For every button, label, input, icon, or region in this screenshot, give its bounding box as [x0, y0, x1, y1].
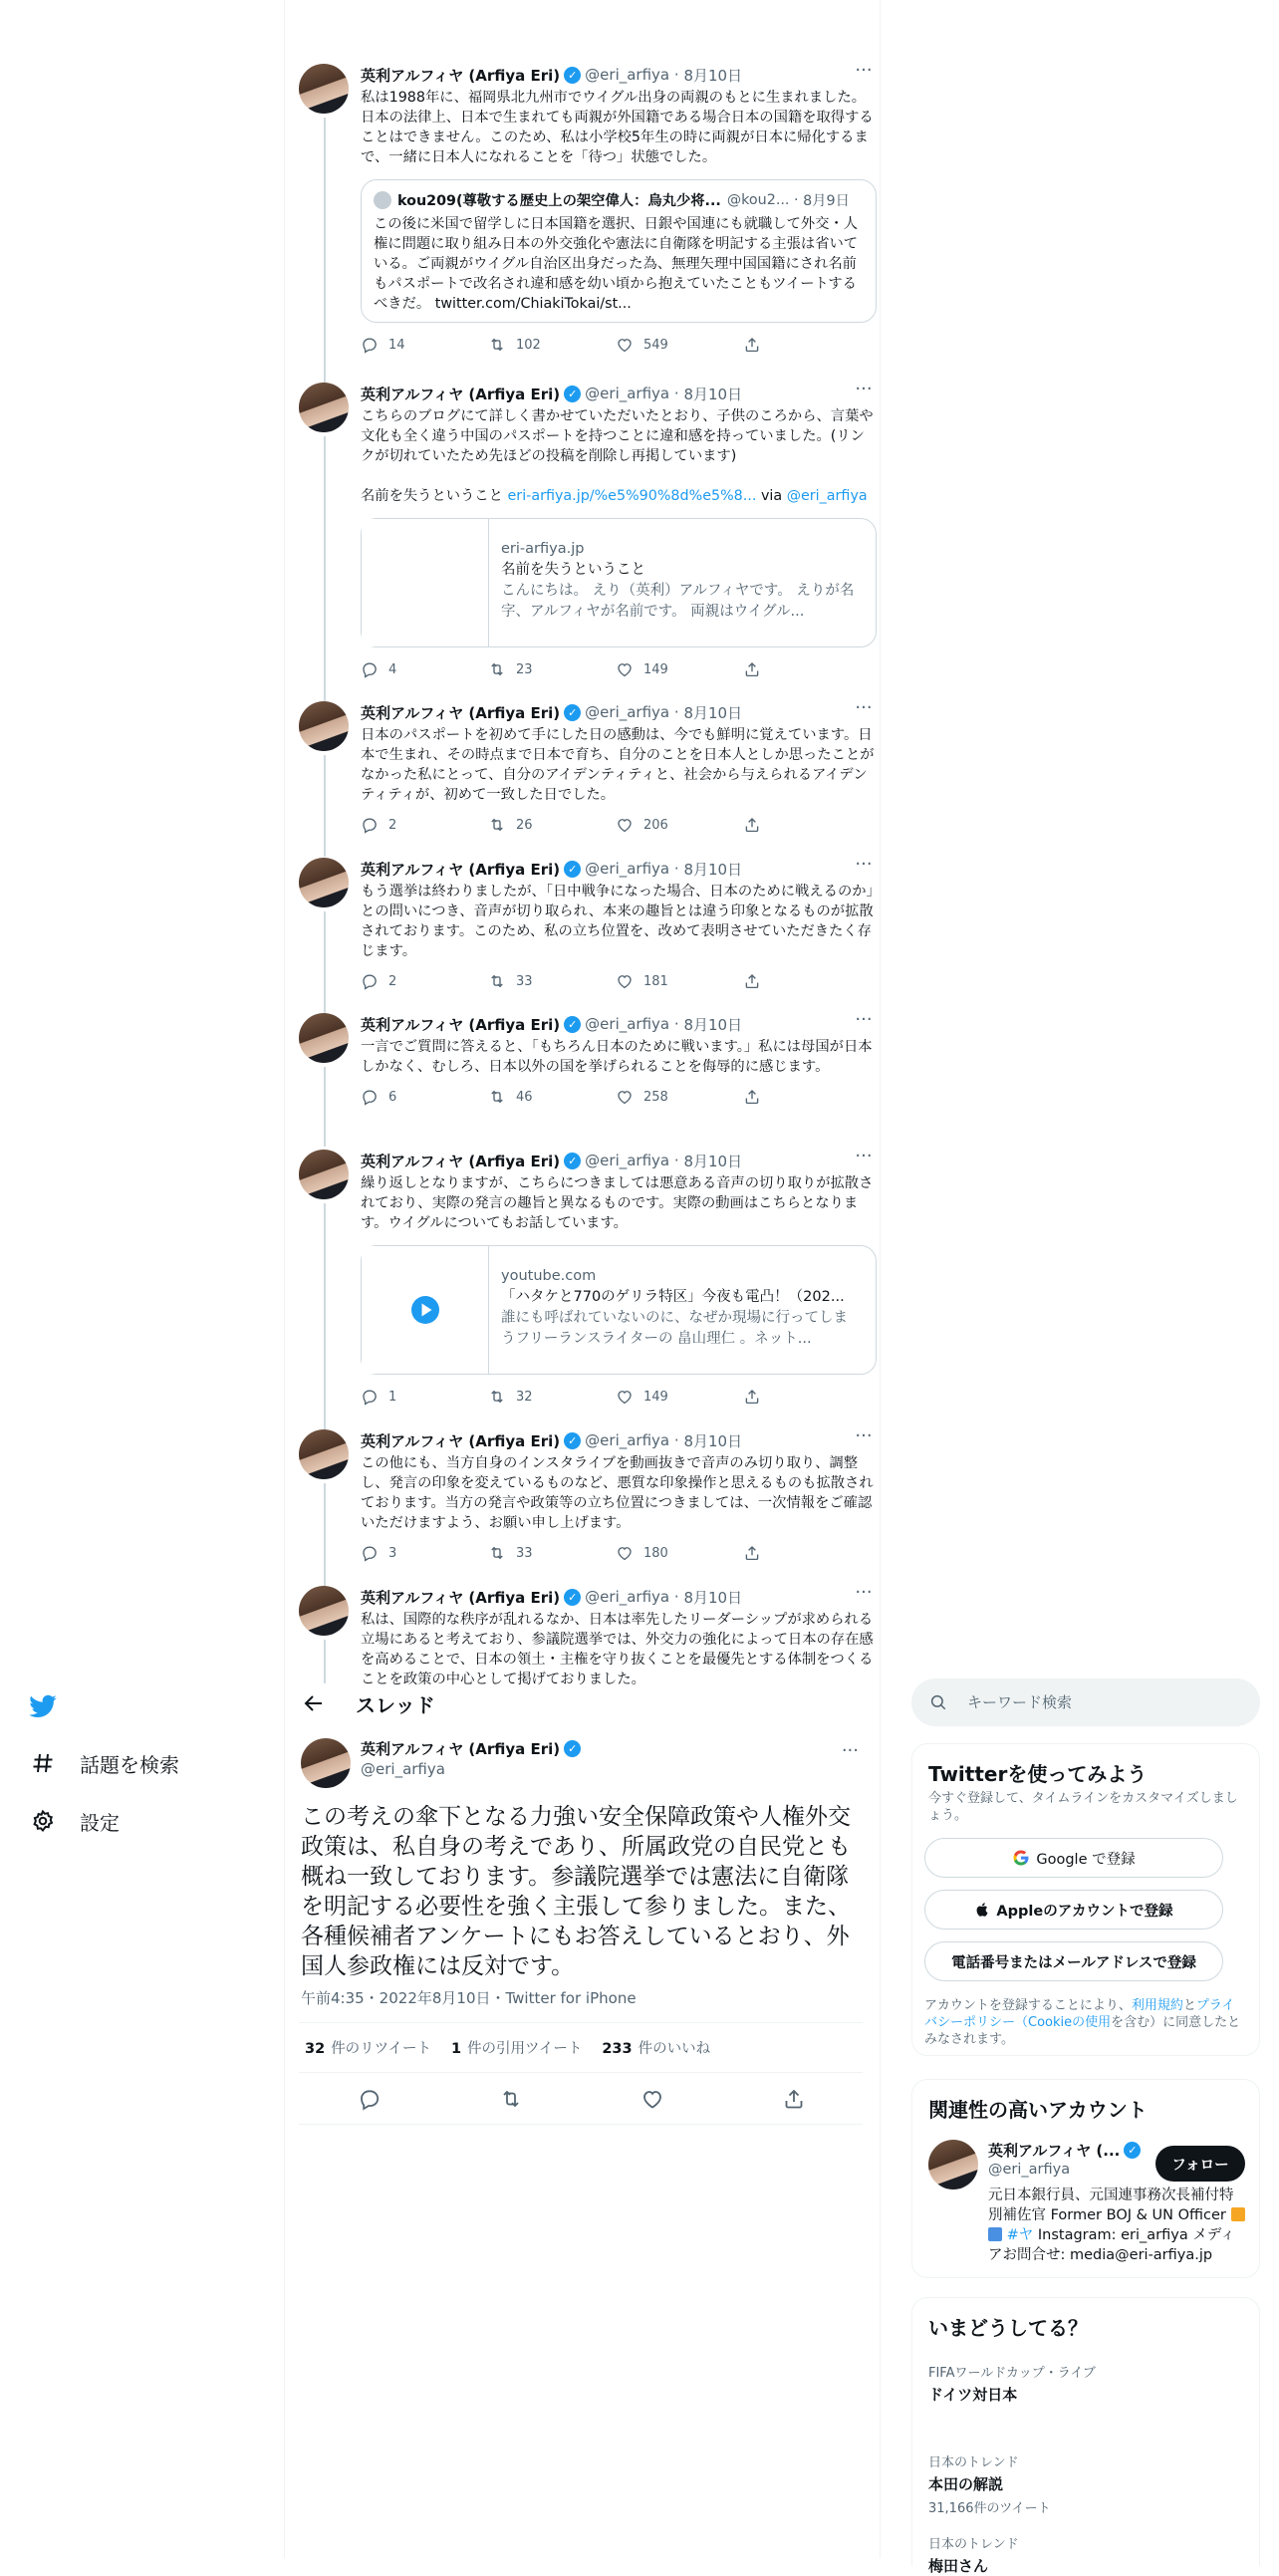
divider: [299, 2022, 863, 2023]
heart-icon: [616, 1544, 634, 1562]
trends-title: いまどうしてる？: [928, 2316, 1088, 2340]
share-icon: [743, 660, 761, 678]
reply-button[interactable]: [361, 1388, 488, 1406]
tweet-header: 英利アルフィヤ (Arfiya Eri) ✓ @eri_arfiya · 8月10日: [361, 1152, 743, 1170]
nav-settings-label: 設定: [80, 1810, 120, 1835]
tweet-actions: [361, 1385, 877, 1409]
tweet-header: 英利アルフィヤ (Arfiya Eri) ✓ @eri_arfiya · 8月10日: [361, 1015, 743, 1034]
quotes-count: 1: [450, 2041, 462, 2057]
link-card[interactable]: [361, 518, 877, 647]
trend-context: 日本のトレンド: [928, 2455, 1019, 2470]
thread-tweet[interactable]: [299, 1146, 877, 1428]
like-count: 149: [643, 1389, 668, 1405]
retweet-icon: [488, 1388, 506, 1406]
like-count: 180: [643, 1545, 668, 1561]
apple-signup-label: Appleのアカウントで登録: [996, 1903, 1173, 1920]
tweet-text: こちらのブログにて詳しく書かせていただいたとおり、子供のころから、言葉や文化も全く違う中国のパスポートを持つことに違和感を持っていました。(リンクが切れていたため先ほどの投稿を削除し再掲しています): [361, 408, 874, 464]
link-card-description: こんにちは。 えり（英利）アルフィヤです。 えりが名字、アルフィヤが名前です。 両親はウイグル...: [501, 583, 855, 620]
avatar[interactable]: [299, 64, 349, 114]
related-bio: [988, 2186, 1247, 2265]
author-name[interactable]: 英利アルフィヤ (Arfiya Eri): [361, 1431, 561, 1450]
reply-button[interactable]: [361, 972, 488, 990]
share-icon: [743, 816, 761, 834]
legal-notice: [924, 1997, 1243, 2048]
verified-badge-icon: ✓: [564, 67, 581, 84]
verified-badge-icon: ✓: [564, 704, 581, 721]
like-count: 549: [643, 337, 668, 353]
column-divider-right: [880, 0, 881, 2558]
share-button[interactable]: [743, 1088, 771, 1106]
trend-name: 本田の解説: [928, 2475, 1004, 2493]
via-text: via: [756, 488, 787, 504]
share-button[interactable]: [743, 816, 771, 834]
tweet-text: もう選挙は終わりましたが、「日中戦争になった場合、日本のために戦えるのか」との問いにつき、音声が切り取られ、本来の趣旨とは違う印象となるものが拡散されております。このため、私の立ち位置を、改めて表明させていただきたく存じます。: [361, 884, 874, 959]
reply-button[interactable]: [361, 336, 488, 354]
thread-header: [284, 1683, 880, 1723]
retweet-button[interactable]: [488, 1388, 616, 1406]
author-handle[interactable]: @eri_arfiya: [361, 1760, 445, 1778]
thread-tweet[interactable]: [299, 1425, 877, 1579]
cookie-link[interactable]: （Cookieの使用: [1015, 2015, 1112, 2030]
tweet-actions: [361, 333, 877, 357]
share-button[interactable]: [743, 1388, 771, 1406]
reply-count: 14: [388, 337, 405, 353]
link-card-title: 「ハタケと770のゲリラ特区」今夜も電凸！（202...: [501, 1289, 845, 1305]
trend-count: 31,166件のツイート: [928, 2501, 1051, 2516]
thread-tweet[interactable]: [299, 379, 877, 681]
tweet-date[interactable]: 8月10日: [683, 66, 743, 85]
legal-text: と: [1182, 1998, 1196, 2013]
retweet-button[interactable]: [488, 816, 616, 834]
tweet-stats: [305, 2037, 730, 2058]
quote-text: この後に米国で留学しに日本国籍を選択、日銀や国連にも就職して外交・人権に問題に取り組み日本の外交強化や憲法に自衛隊を明記する主張は省いている。ご両親がウイグル自治区出身だった為、無理矢理中国国籍にされ名前もパスポートで改名され違和感を幼い頃から抱えていたこともツイートするべきだ。 twitter.com/ChiakiTokai/st...: [374, 216, 859, 312]
quote-date: 8月9日: [803, 193, 850, 209]
tweet-actions: [361, 1541, 877, 1565]
retweet-icon: [488, 816, 506, 834]
reply-icon: [361, 1088, 379, 1106]
heart-icon: [616, 1088, 634, 1106]
trends-panel: [911, 2297, 1260, 2575]
share-icon: [743, 972, 761, 990]
reply-button[interactable]: [361, 1088, 488, 1106]
avatar[interactable]: [928, 2140, 978, 2190]
related-title: 関連性の高いアカウント: [928, 2098, 1148, 2122]
verified-badge-icon: ✓: [564, 861, 581, 878]
more-options-icon[interactable]: ···: [855, 1009, 873, 1030]
trend-name: ドイツ対日本: [928, 2386, 1018, 2404]
tweet-header: 英利アルフィヤ (Arfiya Eri) ✓ @eri_arfiya · 8月10日: [361, 703, 743, 722]
reply-count: 2: [388, 817, 397, 833]
author-name[interactable]: 英利アルフィヤ (Arfiya Eri): [361, 1015, 561, 1034]
share-icon: [743, 1388, 761, 1406]
search-box[interactable]: [911, 1678, 1260, 1726]
thread-tweet[interactable]: [299, 697, 877, 851]
nav-explore-label: 話題を検索: [80, 1752, 179, 1777]
thread-tweet[interactable]: [299, 1582, 877, 1687]
tweet-text: 一言でご質問に答えると、「もちろん日本のために戦います。」私には母国が日本しかなく、むしろ、日本以外の国を挙げられることを侮辱的に感じます。: [361, 1039, 873, 1075]
thread-tweet[interactable]: [299, 854, 877, 1007]
tweet-date[interactable]: 8月10日: [683, 860, 743, 879]
retweets-label: 件のリツイート: [331, 2041, 431, 2057]
avatar[interactable]: [299, 858, 349, 907]
focused-tweet-actions: [299, 2087, 865, 2111]
google-icon: [1012, 1849, 1030, 1867]
focused-tweet-text: この考えの傘下となる力強い安全保障政策や人権外交政策は、私自身の考えであり、所属政党の自民党とも概ね一致しております。参議院選挙では憲法に自衛隊を明記する必要性を強く主張して参りました。また、各種候補者アンケートにもお答えしているとおり、外国人参政権には反対です。: [301, 1804, 851, 1979]
tweet-text: 私は1988年に、福岡県北九州市でウイグル出身の両親のもとに生まれました。日本の法律上、日本で生まれても両親が外国籍である場合日本の国籍を取得することはできません。このため、私は小学校5年生の時に両親が日本に帰化するまで、一緒に日本人になれることを「待つ」状態でした。: [361, 90, 874, 165]
tweet-date[interactable]: 8月10日: [683, 385, 743, 403]
more-options-icon[interactable]: ···: [855, 697, 873, 718]
flag-emoji-icon: [988, 2227, 1002, 2241]
quote-tweet-card[interactable]: kou209(尊敬する歴史上の架空偉人：烏丸少将... @kou2... · 8月9日 この後に米国で留学しに日本国籍を選択、日銀や国連にも就職して外交・人権に問題に取り組み日本の外交強化や憲法に自衛隊を明記する主張は省いている。ご両親がウイグル自治区出身だった為、無理矢理中国国籍にされ名前もパスポートで改名され違和感を幼い頃から抱えていたこともツイートするべきだ。 twitter.com/ChiakiTokai/st...: [361, 179, 877, 323]
share-icon: [743, 1544, 761, 1562]
retweet-icon[interactable]: [499, 2087, 523, 2111]
tweet-text: この他にも、当方自身のインスタライブを動画抜きで音声のみ切り取り、調整し、発言の印象を変えているものなど、悪質な印象操作と思えるものも拡散されております。当方の発言や政策等の立ち位置につきましては、一次情報をご確認いただけますよう、お願い申し上げます。: [361, 1455, 874, 1531]
verified-badge-icon: ✓: [1124, 2142, 1141, 2159]
signup-subtitle: 今すぐ登録して、タイムラインをカスタマイズしましょう。: [928, 1791, 1238, 1823]
retweet-count: 46: [516, 1089, 533, 1105]
follow-label: フォロー: [1171, 2157, 1229, 2174]
like-count: 206: [643, 817, 668, 833]
like-button[interactable]: [616, 972, 743, 990]
related-accounts-panel: [911, 2079, 1260, 2278]
author-name[interactable]: 英利アルフィヤ (Arfiya Eri): [361, 1740, 561, 1758]
more-options-icon[interactable]: ···: [841, 1740, 859, 1761]
tweet-text: 私は、国際的な秩序が乱れるなか、日本は率先したリーダーシップが求められる立場にあると考えており、参議院選挙では、外交力の強化によって日本の存在感を高めることで、日本の領土・主権を守り抜くことを最優先とする体制をつくることを政策の中心として掲げておりました。: [361, 1612, 874, 1687]
reply-count: 4: [388, 661, 397, 677]
share-icon[interactable]: [782, 2087, 806, 2111]
author-handle[interactable]: @eri_arfiya: [585, 703, 670, 721]
hashtag-icon: [28, 1748, 58, 1778]
retweet-button[interactable]: [488, 336, 616, 354]
more-options-icon[interactable]: ···: [855, 60, 873, 81]
like-button[interactable]: [616, 1388, 743, 1406]
link-card-title: 名前を失うということ: [501, 562, 645, 578]
link-card-domain: youtube.com: [501, 1268, 597, 1284]
tweet-header: 英利アルフィヤ (Arfiya Eri) ✓ @eri_arfiya · 8月10日: [361, 1588, 743, 1607]
heart-icon[interactable]: [640, 2087, 664, 2111]
author-handle[interactable]: @eri_arfiya: [585, 860, 670, 878]
heart-icon: [616, 336, 634, 354]
heart-icon: [616, 816, 634, 834]
reply-icon: [361, 972, 379, 990]
link-prefix: 名前を失うということ: [361, 488, 503, 504]
avatar[interactable]: [299, 1586, 349, 1636]
author-name[interactable]: 英利アルフィヤ (Arfiya Eri): [361, 860, 561, 879]
retweet-count: 33: [516, 1545, 533, 1561]
tweet-header: 英利アルフィヤ (Arfiya Eri) ✓ @eri_arfiya · 8月10日: [361, 66, 743, 85]
heart-icon: [616, 972, 634, 990]
tweet-actions: [361, 969, 877, 993]
likes-stat[interactable]: [602, 2037, 710, 2058]
tweet-text: 日本のパスポートを初めて手にした日の感動は、今でも鮮明に覚えています。日本で生まれ、その時点まで日本で育ち、自分のことを日本人としか思ったことがなかった私にとって、自分のアイデンティティと、社会から与えられるアイデンティティが、初めて一致した日でした。: [361, 727, 875, 803]
verified-badge-icon: ✓: [564, 1432, 581, 1449]
search-icon: [929, 1693, 947, 1711]
trend-item[interactable]: [928, 2362, 1243, 2405]
retweet-count: 102: [516, 337, 541, 353]
like-button[interactable]: [616, 1088, 743, 1106]
legal-text: アカウントを登録することにより、: [924, 1998, 1132, 2013]
retweet-count: 26: [516, 817, 533, 833]
retweet-icon: [488, 1088, 506, 1106]
reply-icon[interactable]: [358, 2087, 382, 2111]
tweet-date[interactable]: 8月10日: [683, 1588, 743, 1607]
related-name[interactable]: 英利アルフィヤ (...: [988, 2142, 1121, 2160]
quote-avatar: [374, 191, 391, 209]
reply-count: 1: [388, 1389, 397, 1405]
retweet-icon: [488, 1544, 506, 1562]
youtube-link-card[interactable]: [361, 1245, 877, 1375]
share-button[interactable]: [743, 660, 771, 678]
quotes-stat[interactable]: [451, 2037, 582, 2058]
flag-emoji-icon: [1231, 2207, 1245, 2221]
retweet-count: 23: [516, 661, 533, 677]
reply-count: 6: [388, 1089, 397, 1105]
google-signup-label: Google で登録: [1036, 1851, 1136, 1868]
retweet-count: 33: [516, 973, 533, 989]
mention-link[interactable]: @eri_arfiya: [786, 488, 868, 504]
retweet-button[interactable]: [488, 972, 616, 990]
author-handle[interactable]: @eri_arfiya: [585, 385, 670, 402]
more-options-icon[interactable]: ···: [855, 379, 873, 399]
thread-tweet[interactable]: [299, 60, 877, 363]
tweet-date[interactable]: 8月10日: [683, 1431, 743, 1450]
play-icon[interactable]: [410, 1295, 440, 1325]
link-card-thumbnail: [362, 519, 489, 646]
nav-explore[interactable]: [28, 1743, 179, 1783]
tweet-actions: [361, 657, 877, 681]
twitter-bird-icon[interactable]: [28, 1691, 68, 1731]
author-handle[interactable]: @eri_arfiya: [585, 1588, 670, 1606]
trend-context: FIFAワールドカップ・ライブ: [928, 2366, 1096, 2381]
author-name[interactable]: 英利アルフィヤ (Arfiya Eri): [361, 1152, 561, 1170]
trend-item[interactable]: [928, 2451, 1243, 2516]
reply-icon: [361, 1388, 379, 1406]
column-divider-left: [284, 0, 285, 2558]
page-title: スレッド: [356, 1692, 435, 1717]
retweet-button[interactable]: [488, 660, 616, 678]
verified-badge-icon: ✓: [564, 1740, 581, 1757]
more-options-icon[interactable]: ···: [855, 1582, 873, 1603]
author-name-row[interactable]: [361, 1738, 585, 1759]
likes-label: 件のいいね: [638, 2041, 711, 2057]
reply-button[interactable]: [361, 660, 488, 678]
like-button[interactable]: [616, 1544, 743, 1562]
tweet-timestamp[interactable]: 午前4:35・2022年8月10日・Twitter for iPhone: [301, 1989, 637, 2007]
verified-badge-icon: ✓: [564, 1153, 581, 1169]
reply-count: 2: [388, 973, 397, 989]
bio-text: Instagram: eri_arfiya メディアお問合せ: media@eri-arfiya.jp: [988, 2227, 1235, 2263]
like-button[interactable]: [616, 660, 743, 678]
avatar[interactable]: [301, 1738, 351, 1788]
avatar[interactable]: [299, 1150, 349, 1199]
retweet-button[interactable]: [488, 1088, 616, 1106]
quotes-label: 件の引用ツイート: [467, 2041, 583, 2057]
avatar[interactable]: [299, 383, 349, 432]
tweet-date[interactable]: 8月10日: [683, 1152, 743, 1170]
author-handle[interactable]: @eri_arfiya: [585, 1152, 670, 1169]
avatar[interactable]: [299, 701, 349, 751]
retweet-button[interactable]: [488, 1544, 616, 1562]
verified-badge-icon: ✓: [564, 1589, 581, 1606]
share-button[interactable]: [743, 1544, 771, 1562]
related-handle[interactable]: @eri_arfiya: [988, 2162, 1071, 2178]
blog-link[interactable]: eri-arfiya.jp/%e5%90%8d%e5%8...: [507, 488, 757, 504]
reply-icon: [361, 336, 379, 354]
link-card-description: 誰にも呼ばれていないのに、なぜか現場に行ってしまうフリーランスライターの 畠山理仁 。ネット...: [501, 1310, 848, 1347]
verified-badge-icon: ✓: [564, 386, 581, 402]
quote-author-handle: @kou2...: [726, 192, 790, 208]
apple-signup-button[interactable]: [924, 1890, 1223, 1930]
tweet-header: 英利アルフィヤ (Arfiya Eri) ✓ @eri_arfiya · 8月10日: [361, 860, 743, 879]
share-button[interactable]: [743, 336, 771, 354]
privacy-link[interactable]: プライバシーポリシー: [924, 1998, 1235, 2030]
author-handle[interactable]: @eri_arfiya: [585, 1431, 670, 1449]
author-name[interactable]: 英利アルフィヤ (Arfiya Eri): [361, 703, 561, 722]
likes-count: 233: [602, 2041, 633, 2057]
link-card-domain: eri-arfiya.jp: [501, 541, 585, 557]
retweet-icon: [488, 972, 506, 990]
retweets-stat[interactable]: [305, 2037, 431, 2058]
avatar[interactable]: [299, 1429, 349, 1479]
nav-settings[interactable]: [28, 1801, 120, 1841]
divider: [299, 2072, 863, 2073]
verified-badge-icon: ✓: [564, 1016, 581, 1033]
like-count: 181: [643, 973, 668, 989]
thread-tweet[interactable]: [299, 1009, 877, 1143]
tweet-header: 英利アルフィヤ (Arfiya Eri) ✓ @eri_arfiya · 8月10日: [361, 385, 743, 403]
phone-email-signup-button[interactable]: [924, 1941, 1223, 1981]
search-input[interactable]: [967, 1693, 1226, 1711]
retweet-icon: [488, 336, 506, 354]
google-signup-button[interactable]: [924, 1838, 1223, 1878]
like-button[interactable]: [616, 816, 743, 834]
related-account-name[interactable]: [988, 2140, 1145, 2161]
tweet-text: 繰り返しとなりますが、こちらにつきましては悪意ある音声の切り取りが拡散されており、実際の発言の趣旨と異なるものです。実際の動画はこちらとなります。ウイグルについてもお話しています。: [361, 1175, 874, 1231]
hashtag-link[interactable]: #ヤ: [1006, 2227, 1034, 2243]
tweet-actions: [361, 1085, 877, 1109]
share-icon: [743, 336, 761, 354]
signup-panel: [911, 1743, 1260, 2056]
more-options-icon[interactable]: ···: [855, 854, 873, 875]
video-thumbnail[interactable]: [362, 1246, 489, 1374]
tweet-header: 英利アルフィヤ (Arfiya Eri) ✓ @eri_arfiya · 8月10日: [361, 1431, 743, 1450]
trend-item[interactable]: [928, 2533, 1243, 2576]
trend-context: 日本のトレンド: [928, 2537, 1019, 2552]
more-options-icon[interactable]: ···: [855, 1425, 873, 1446]
author-name[interactable]: 英利アルフィヤ (Arfiya Eri): [361, 1588, 561, 1607]
author-name[interactable]: 英利アルフィヤ (Arfiya Eri): [361, 385, 561, 403]
more-options-icon[interactable]: ···: [855, 1146, 873, 1166]
reply-icon: [361, 1544, 379, 1562]
share-icon: [743, 1088, 761, 1106]
reply-button[interactable]: [361, 816, 488, 834]
author-handle[interactable]: @eri_arfiya: [585, 1015, 670, 1033]
divider: [299, 2124, 863, 2125]
back-arrow-icon[interactable]: [302, 1691, 326, 1715]
apple-icon: [974, 1901, 990, 1919]
bio-text: 元日本銀行員、元国連事務次長補付特別補佐官 Former BOJ & UN Officer: [988, 2188, 1234, 2223]
tweet-date[interactable]: 8月10日: [683, 1015, 743, 1034]
legal-text: を含む）に同意したとみなされます。: [924, 2015, 1241, 2047]
like-button[interactable]: [616, 336, 743, 354]
terms-link[interactable]: 利用規約: [1131, 1998, 1183, 2013]
gear-icon: [28, 1806, 58, 1836]
heart-icon: [616, 660, 634, 678]
tweet-text-link-line: [361, 486, 877, 506]
phone-email-signup-label: 電話番号またはメールアドレスで登録: [951, 1954, 1196, 1971]
signup-title: Twitterを使ってみよう: [928, 1762, 1148, 1786]
author-handle[interactable]: @eri_arfiya: [585, 66, 670, 84]
author-name[interactable]: 英利アルフィヤ (Arfiya Eri): [361, 66, 561, 85]
heart-icon: [616, 1388, 634, 1406]
follow-button[interactable]: [1155, 2146, 1245, 2182]
retweets-count: 32: [305, 2041, 326, 2057]
avatar[interactable]: [299, 1013, 349, 1063]
quote-author-name: kou209(尊敬する歴史上の架空偉人：烏丸少将...: [397, 193, 721, 209]
share-button[interactable]: [743, 972, 771, 990]
reply-icon: [361, 660, 379, 678]
reply-icon: [361, 816, 379, 834]
tweet-actions: [361, 813, 877, 837]
retweet-count: 32: [516, 1389, 533, 1405]
tweet-date[interactable]: 8月10日: [683, 703, 743, 722]
retweet-icon: [488, 660, 506, 678]
reply-count: 3: [388, 1545, 397, 1561]
like-count: 149: [643, 661, 668, 677]
like-count: 258: [643, 1089, 668, 1105]
trend-name: 梅田さん: [928, 2557, 989, 2575]
reply-button[interactable]: [361, 1544, 488, 1562]
